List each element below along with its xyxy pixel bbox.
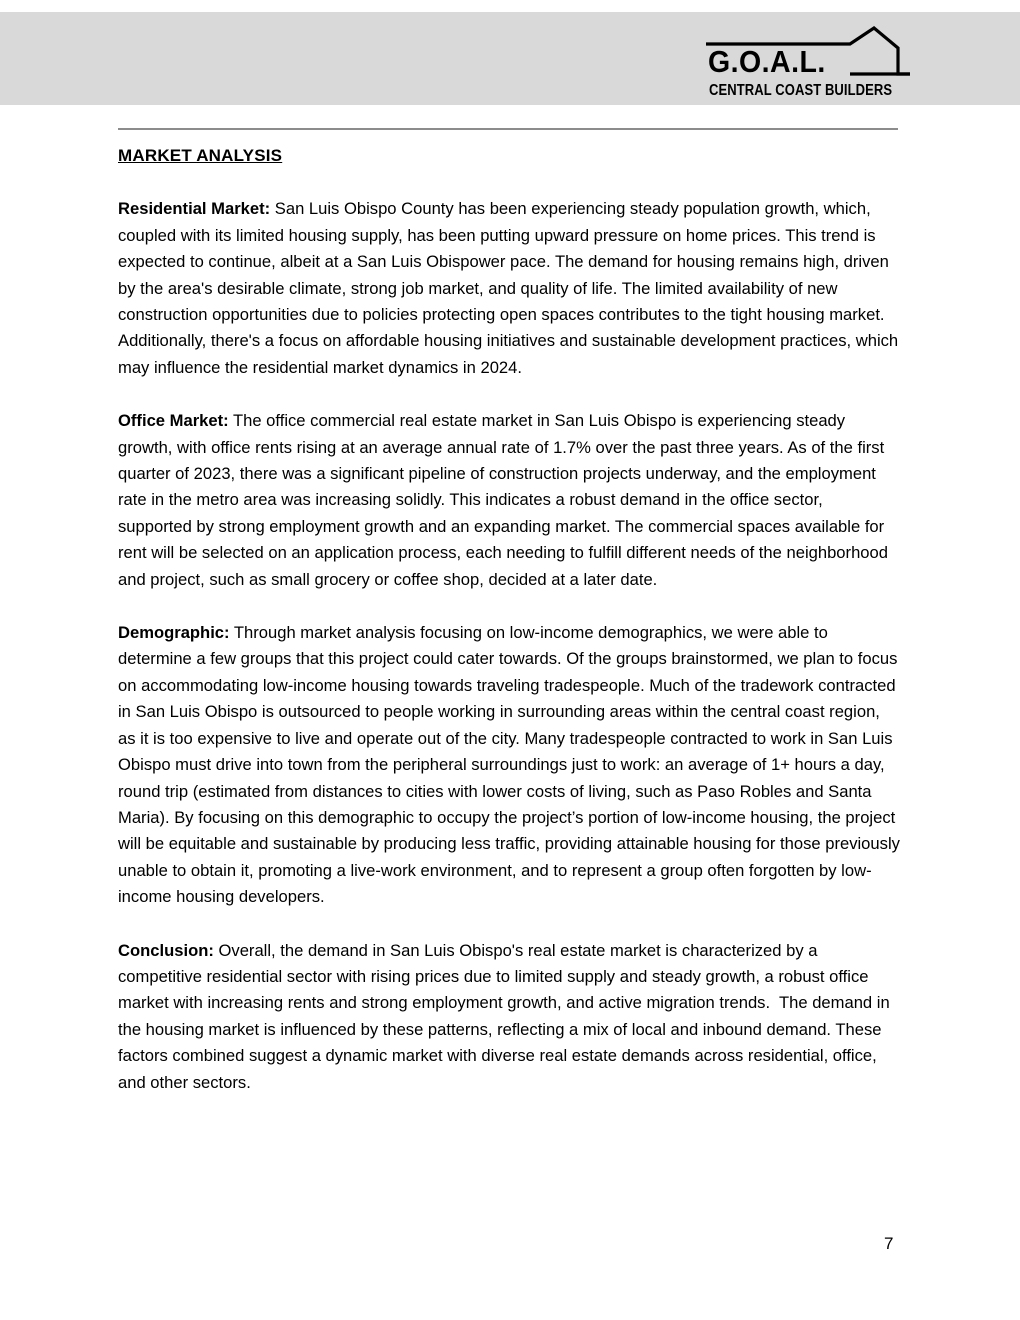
paragraph-lead-label: Residential Market: (118, 199, 271, 219)
paragraph-lead-label: Conclusion: (118, 940, 214, 960)
header-divider-rule (118, 128, 898, 130)
document-body (118, 128, 905, 1096)
paragraph-residential-market (118, 196, 903, 381)
paragraph-demographic (118, 620, 905, 910)
logo-tagline: CENTRAL COAST BUILDERS (709, 82, 893, 99)
page-header-band (0, 12, 1020, 105)
paragraph-lead-label: Demographic: (118, 623, 230, 643)
company-logo (702, 26, 912, 104)
logo-wordmark: G.O.A.L. (708, 44, 826, 79)
paragraph-conclusion (118, 938, 900, 1096)
paragraph-text: The office commercial real estate market in San Luis Obispo is experiencing steady growth, with office rents rising at an average annual rate of 1.7% over the past three years. As of the first quarter of 2023, there was a significant pipeline of construction projects underway, and the employment rate in the metro area was increasing solidly. This indicates a robust demand in the office sector, supported by strong employment growth and an expanding market. The commercial spaces available for rent will be selected on an application process, each needing to fulfill different needs of the neighborhood and project, such as small grocery or coffee shop, decided at a later date. (118, 411, 893, 589)
paragraph-lead-label: Office Market: (118, 411, 229, 431)
page-number: 7 (884, 1234, 894, 1253)
paragraph-text: Through market analysis focusing on low-income demographics, we were able to determine a few groups that this project could cater towards. Of the groups brainstormed, we plan to focus on accommodating low-income housing towards traveling tradespeople. Much of the tradework contracted in San Luis Obispo is outsourced to people working in surrounding areas within the central coast region, as it is too expensive to live and operate out of the city. Many tradespeople contracted to work in San Luis Obispo must drive into town from the peripheral surroundings just to work: an average of 1+ hours a day, round trip (estimated from distances to cities with lower costs of living, such as Paso Robles and Santa Maria). By focusing on this demographic to occupy the project’s portion of low-income housing, the project will be equitable and sustainable by producing less traffic, providing attainable housing for those previously unable to obtain it, promoting a live-work environment, and to represent a group often forgotten by low-income housing developers. (118, 623, 905, 907)
paragraph-office-market (118, 408, 900, 593)
page-title: MARKET ANALYSIS (118, 146, 283, 165)
paragraph-text: Overall, the demand in San Luis Obispo's real estate market is characterized by a competitive residential sector with rising prices due to limited supply and steady growth, a robust office market with increasing rents and strong employment growth, and active migration trends. The demand in the housing market is influenced by these patterns, reflecting a mix of local and inbound demand. These factors combined suggest a dynamic market with diverse real estate demands across residential, office, and other sectors. (118, 940, 895, 1092)
paragraph-text: San Luis Obispo County has been experiencing steady population growth, which, coupled with its limited housing supply, has been putting upward pressure on home prices. This trend is expected to continue, albeit at a San Luis Obispower pace. The demand for housing remains high, driven by the area's desirable climate, strong job market, and quality of life. The limited availability of new construction opportunities due to policies protecting open spaces contributes to the tight housing market. Additionally, there's a focus on affordable housing initiatives and sustainable development practices, which may influence the residential market dynamics in 2024. (118, 199, 903, 377)
